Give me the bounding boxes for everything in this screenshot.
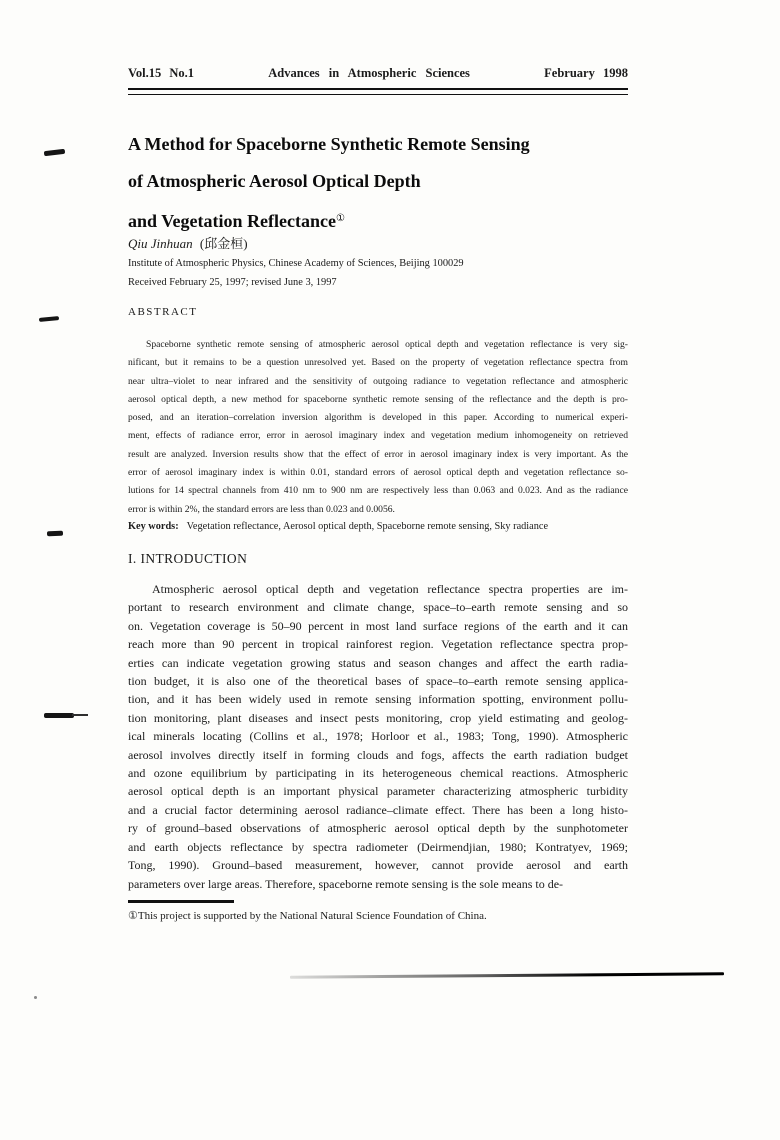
- abstract-line: near ultra–violet to near infrared and the sensitivity of outgoing radiance to vegetation reflectance and atmospheric: [128, 375, 628, 387]
- abstract-line: Spaceborne synthetic remote sensing of atmospheric aerosol optical depth and vegetation reflectance is very sig-: [146, 339, 628, 350]
- introduction-line: tion, and it has been widely used in remote sensing information spotting, environment pollu-: [128, 692, 628, 707]
- keywords-label: Key words:: [128, 521, 179, 532]
- introduction-line: aerosol optical depth is an important physical parameter characterizing atmospheric turbidity: [128, 784, 628, 799]
- introduction-line: portant to research environment and climate change, space–to–earth remote sensing and so: [128, 600, 628, 615]
- abstract-line: lutions for 14 spectral channels from 410 nm to 900 nm are respectively less than 0.063 and 0.023. And as the radiance: [128, 485, 628, 497]
- introduction-paragraph: [128, 580, 628, 893]
- title-line-1: A Method for Spaceborne Synthetic Remote Sensing: [128, 134, 530, 154]
- abstract-line: posed, and an iteration–correlation inversion algorithm is developed in this paper. According to numerical experi-: [128, 412, 628, 424]
- volume-issue: Vol.15 No.1: [128, 66, 195, 80]
- abstract-line: ment, effects of radiance error, error in aerosol imaginary index and vegetation medium inhomogeneity on retrieved: [128, 430, 628, 442]
- abstract-line: nificant, but it remains to be a question unresolved yet. Based on the property of vegetation reflectance spectra from: [128, 357, 628, 369]
- introduction-line: ical minerals locating (Collins et al., 1978; Horloor et al., 1983; Tong, 1990). Atmospheric: [128, 729, 628, 744]
- article-title: [128, 126, 648, 240]
- title-line-3: and Vegetation Reflectance①: [128, 211, 345, 231]
- footnote-marker: ①: [128, 910, 138, 922]
- author-name-cjk: (邱金桓): [199, 236, 248, 251]
- scan-artifact-dash: [44, 713, 74, 718]
- introduction-line: tion budget, it is also one of the theoretical bases of space–to–earth remote sensing applica-: [128, 674, 628, 689]
- scan-artifact-dash: [47, 531, 63, 537]
- introduction-line: ry of ground–based observations of atmospheric aerosol optical depth by the sunphotometer: [128, 821, 628, 836]
- abstract-line: error of aerosol imaginary index is within 0.01, standard errors of aerosol optical depth and vegetation reflectance so-: [128, 467, 628, 479]
- introduction-line: aerosol involves directly itself in forming clouds and fogs, affects the earth radiation budget: [128, 747, 628, 762]
- introduction-line: erties can indicate vegetation growing status and season changes and affect the earth radia-: [128, 655, 628, 670]
- abstract-heading: ABSTRACT: [128, 306, 198, 318]
- scan-artifact-dash: [44, 149, 65, 157]
- abstract-line: result are analyzed. Inversion results show that the effect of error in aerosol imaginary index is very important. As the: [128, 448, 628, 460]
- issue-date: February 1998: [544, 66, 628, 80]
- footnote-text: ①This project is supported by the National Natural Science Foundation of China.: [128, 910, 487, 922]
- author-line: [128, 233, 628, 252]
- journal-name: Advances in Atmospheric Sciences: [268, 66, 470, 80]
- introduction-line: on. Vegetation coverage is 50–90 percent in most land surface regions of the earth and it can: [128, 618, 628, 633]
- footnote-rule: [128, 900, 234, 903]
- title-line-2: of Atmospheric Aerosol Optical Depth: [128, 171, 421, 191]
- section-heading-introduction: I. INTRODUCTION: [128, 551, 248, 566]
- received-dates: Received February 25, 1997; revised June 3, 1997: [128, 277, 337, 288]
- scan-artifact-dash: [39, 316, 59, 322]
- introduction-line: reach more than 90 percent in tropical rainforest region. Vegetation reflectance spectra prop-: [128, 637, 628, 652]
- abstract-paragraph: [128, 336, 628, 519]
- affiliation: Institute of Atmospheric Physics, Chinese Academy of Sciences, Beijing 100029: [128, 258, 464, 269]
- introduction-line: Tong, 1990). Ground–based measurement, however, cannot provide aerosol and earth: [128, 858, 628, 873]
- title-footnote-marker: ①: [335, 213, 345, 224]
- abstract-line: aerosol optical depth, a new method for spaceborne synthetic remote sensing of the reflectance and the depth is pro-: [128, 393, 628, 405]
- introduction-line: and earth objects reflectance by spectra radiometer (Deirmendjian, 1980; Kontratyev, 1969;: [128, 839, 628, 854]
- introduction-line: tion monitoring, plant diseases and insect pests monitoring, crop yield estimating and geolog-: [128, 710, 628, 725]
- author-name: Qiu Jinhuan: [128, 236, 193, 251]
- running-head: [128, 66, 628, 81]
- introduction-line: parameters over large areas. Therefore, spaceborne remote sensing is the sole means to de-: [128, 876, 564, 891]
- keywords-text: Vegetation reflectance, Aerosol optical depth, Spaceborne remote sensing, Sky radiance: [186, 521, 549, 532]
- introduction-line: and ozone equilibrium by participating in its heterogeneous chemical reactions. Atmospheric: [128, 766, 628, 781]
- keywords-line: [128, 521, 648, 532]
- abstract-line: error is within 2%, the standard errors are less than 0.023 and 0.0056.: [128, 503, 395, 515]
- scan-artifact-speck: [34, 996, 37, 999]
- header-double-rule: [128, 88, 628, 95]
- introduction-line: and a crucial factor determining aerosol radiance–climate effect. There has been a long histo-: [128, 802, 628, 817]
- scan-artifact-line: [290, 972, 724, 978]
- introduction-line: Atmospheric aerosol optical depth and vegetation reflectance spectra properties are im-: [152, 582, 628, 596]
